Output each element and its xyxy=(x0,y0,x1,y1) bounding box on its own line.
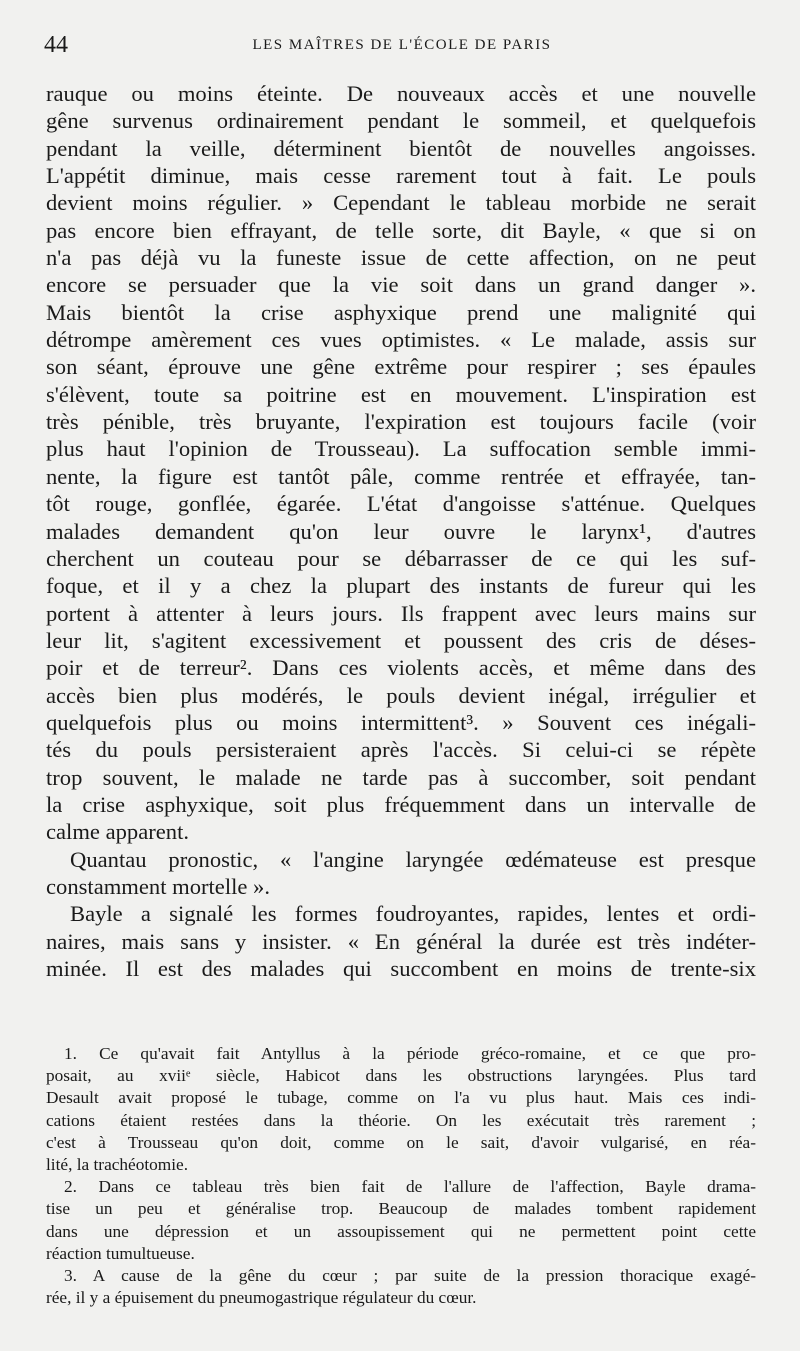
text-line: nente, la figure est tantôt pâle, comme rentrée et effrayée, tan- xyxy=(46,463,756,489)
text-line: calme apparent. xyxy=(46,819,190,845)
text-line: Mais bientôt la crise asphyxique prend une malignité qui xyxy=(46,299,756,325)
text-line: pendant la veille, déterminent bientôt de nouvelles angoisses. xyxy=(46,135,756,161)
text-line: Quantau pronostic, « l'angine laryngée œdémateuse est presque xyxy=(70,846,756,872)
text-line: L'appétit diminue, mais cesse rarement tout à fait. Le pouls xyxy=(46,163,756,189)
footnote-line: lité, la trachéotomie. xyxy=(46,1155,189,1175)
text-line: détrompe amèrement ces vues optimistes. « Le malade, assis sur xyxy=(46,327,756,353)
text-line: trop souvent, le malade ne tarde pas à succomber, soit pendant xyxy=(46,764,756,790)
page-number: 44 xyxy=(44,32,68,58)
text-line: devient moins régulier. » Cependant le tableau morbide ne serait xyxy=(46,190,756,216)
text-line: constamment mortelle ». xyxy=(46,873,270,899)
text-line: plus haut l'opinion de Trousseau). La suffocation semble immi- xyxy=(46,436,756,462)
body-text xyxy=(46,80,756,982)
text-line: pas encore bien effrayant, de telle sorte, dit Bayle, « que si on xyxy=(46,217,756,243)
text-line: accès bien plus modérés, le pouls devient inégal, irrégulier et xyxy=(46,682,756,708)
text-line: cherchent un couteau pour se débarrasser de ce qui les suf- xyxy=(46,545,756,571)
text-line: Bayle a signalé les formes foudroyantes, rapides, lentes et ordi- xyxy=(70,901,756,927)
text-line: encore se persuader que la vie soit dans un grand danger ». xyxy=(46,272,756,298)
footnote-line: c'est à Trousseau qu'on doit, comme on le sait, d'avoir vulgarisé, en réa- xyxy=(46,1132,756,1152)
text-line: très pénible, très bruyante, l'expiration est toujours facile (voir xyxy=(46,409,756,435)
text-line: naires, mais sans y insister. « En général la durée est très indéter- xyxy=(46,928,756,954)
footnote-line: 2. Dans ce tableau très bien fait de l'allure de l'affection, Bayle drama- xyxy=(64,1177,756,1197)
text-line: tôt rouge, gonflée, égarée. L'état d'angoisse s'atténue. Quelques xyxy=(46,491,756,517)
text-line: gêne survenus ordinairement pendant le sommeil, et quelquefois xyxy=(46,108,756,134)
footnote-line: posait, au xviiᵉ siècle, Habicot dans les obstructions laryngées. Plus tard xyxy=(46,1066,756,1086)
footnote-line: rée, il y a épuisement du pneumogastrique régulateur du cœur. xyxy=(46,1288,477,1308)
footnote-line: cations étaient restées dans la théorie. On les exécutait très rarement ; xyxy=(46,1110,756,1130)
text-line: portent à attenter à leurs jours. Ils frappent avec leurs mains sur xyxy=(46,600,756,626)
footnotes xyxy=(46,1043,756,1309)
footnote-line: Desault avait proposé le tubage, comme on l'a vu plus haut. Mais ces indi- xyxy=(46,1088,756,1108)
text-line: foque, et il y a chez la plupart des instants de fureur qui les xyxy=(46,573,756,599)
text-line: son séant, éprouve une gêne extrême pour respirer ; ses épaules xyxy=(46,354,756,380)
text-line: quelquefois plus ou moins intermittent³. » Souvent ces inégali- xyxy=(46,709,756,735)
text-line: n'a pas déjà vu la funeste issue de cette affection, on ne peut xyxy=(46,245,756,271)
text-line: la crise asphyxique, soit plus fréquemment dans un intervalle de xyxy=(46,791,756,817)
text-line: minée. Il est des malades qui succombent en moins de trente-six xyxy=(46,956,756,981)
text-line: malades demandent qu'on leur ouvre le larynx¹, d'autres xyxy=(46,518,756,544)
footnote-line: 1. Ce qu'avait fait Antyllus à la période gréco-romaine, et ce que pro- xyxy=(64,1044,756,1063)
text-line: tés du pouls persisteraient après l'accès. Si celui-ci se répète xyxy=(46,737,756,763)
text-line: poir et de terreur². Dans ces violents accès, et même dans des xyxy=(46,655,756,681)
page-header xyxy=(44,30,760,60)
running-title: LES MAÎTRES DE L'ÉCOLE DE PARIS xyxy=(252,37,552,53)
text-line: leur lit, s'agitent excessivement et poussent des cris de déses- xyxy=(46,627,756,653)
footnote-line: réaction tumultueuse. xyxy=(46,1243,195,1263)
footnote-line: dans une dépression et un assoupissement qui ne permettent point cette xyxy=(46,1221,756,1241)
text-line: rauque ou moins éteinte. De nouveaux accès et une nouvelle xyxy=(46,81,756,106)
footnote-line: tise un peu et généralise trop. Beaucoup de malades tombent rapidement xyxy=(46,1199,756,1219)
text-line: s'élèvent, toute sa poitrine est en mouvement. L'inspiration est xyxy=(46,381,756,407)
footnote-line: 3. A cause de la gêne du cœur ; par suite de la pression thoracique exagé- xyxy=(64,1266,756,1286)
